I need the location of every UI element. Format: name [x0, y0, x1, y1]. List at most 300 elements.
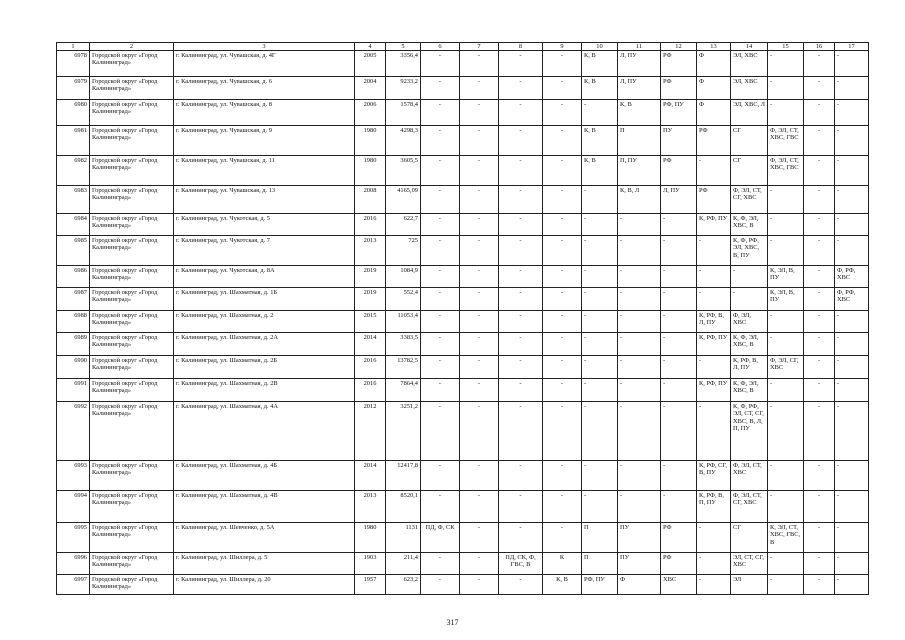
cell-c7: - — [460, 126, 499, 156]
cell-c11: ПУ — [618, 523, 661, 553]
cell-year: 1980 — [355, 126, 386, 156]
cell-c16: - — [804, 491, 835, 523]
cell-c11: К, В — [618, 100, 661, 126]
cell-id: 6992 — [57, 402, 90, 461]
cell-c16: - — [804, 523, 835, 553]
cell-c6: - — [421, 379, 460, 402]
cell-c12: - — [661, 461, 697, 491]
cell-c14: К, Ф, ЭЛ, ХВС, В — [731, 379, 768, 402]
cell-c15: - — [768, 77, 804, 100]
cell-owner: Городской округ «Город Калининград» — [90, 311, 174, 333]
column-number-16: 16 — [804, 43, 835, 51]
cell-c14: СГ — [731, 156, 768, 186]
cell-year: 2012 — [355, 402, 386, 461]
cell-c13: - — [697, 356, 731, 379]
cell-c11: Ф — [618, 575, 661, 595]
cell-c17: - — [835, 186, 869, 214]
cell-c6: - — [421, 266, 460, 288]
cell-c6: - — [421, 186, 460, 214]
cell-c7: - — [460, 288, 499, 311]
cell-address: г. Калининград, ул. Шиллера, д. 5 — [174, 553, 355, 575]
cell-c17: - — [835, 575, 869, 595]
cell-c7: - — [460, 214, 499, 236]
cell-c12: РФ — [661, 523, 697, 553]
cell-owner: Городской округ «Город Калининград» — [90, 461, 174, 491]
cell-c15: - — [768, 491, 804, 523]
cell-id: 6993 — [57, 461, 90, 491]
cell-id: 6988 — [57, 311, 90, 333]
cell-c10: П — [582, 553, 618, 575]
cell-c14: ЭЛ — [731, 575, 768, 595]
cell-c8: - — [499, 379, 543, 402]
cell-c12: РФ — [661, 51, 697, 77]
table-row — [57, 523, 869, 553]
cell-c13: К, РФ, ПУ — [697, 379, 731, 402]
cell-id: 6982 — [57, 156, 90, 186]
cell-c16: - — [804, 379, 835, 402]
cell-c11: - — [618, 402, 661, 461]
cell-c7: - — [460, 51, 499, 77]
cell-c16: - — [804, 461, 835, 491]
cell-area: 3356,4 — [386, 51, 421, 77]
table-row — [57, 266, 869, 288]
cell-c15: - — [768, 575, 804, 595]
cell-c6: - — [421, 553, 460, 575]
cell-c14: Ф, ЭЛ, СТ, СГ, ХВС — [731, 491, 768, 523]
table-row — [57, 236, 869, 266]
cell-c12: ПУ — [661, 126, 697, 156]
cell-c14: Ф, ЭЛ, ХВС — [731, 311, 768, 333]
cell-year: 1980 — [355, 156, 386, 186]
cell-c13: К, РФ, ПУ — [697, 333, 731, 356]
cell-c16: - — [804, 186, 835, 214]
cell-c16: - — [804, 333, 835, 356]
cell-c10: - — [582, 379, 618, 402]
cell-c9: - — [543, 311, 582, 333]
cell-c12: - — [661, 236, 697, 266]
cell-c15: Ф, ЭЛ, СГ, ХВС — [768, 356, 804, 379]
cell-c11: Л, ПУ — [618, 51, 661, 77]
cell-c12: - — [661, 333, 697, 356]
column-number-4: 4 — [355, 43, 386, 51]
cell-c10: РФ, ПУ — [582, 575, 618, 595]
cell-c15: Ф, ЭЛ, СТ, ХВС, ГВС — [768, 156, 804, 186]
cell-owner: Городской округ «Город Калининград» — [90, 236, 174, 266]
cell-c15: К, ЭЛ, В, ПУ — [768, 288, 804, 311]
cell-address: г. Калининград, ул. Шахматная, д. 1Б — [174, 288, 355, 311]
cell-c12: - — [661, 356, 697, 379]
cell-c6: - — [421, 77, 460, 100]
cell-c14: - — [731, 288, 768, 311]
cell-c6: - — [421, 100, 460, 126]
cell-c16: - — [804, 356, 835, 379]
cell-c12: ХВС — [661, 575, 697, 595]
cell-c14: ЭЛ, ХВС — [731, 77, 768, 100]
cell-address: г. Калининград, ул. Чувашская, д. 11 — [174, 156, 355, 186]
cell-c9: - — [543, 402, 582, 461]
cell-c16: - — [804, 402, 835, 461]
cell-c16: - — [804, 214, 835, 236]
cell-c7: - — [460, 461, 499, 491]
cell-area: 552,4 — [386, 288, 421, 311]
cell-c7: - — [460, 523, 499, 553]
cell-address: г. Калининград, ул. Шахматная, д. 4А — [174, 402, 355, 461]
cell-c12: - — [661, 379, 697, 402]
cell-c13: - — [697, 288, 731, 311]
cell-year: 2016 — [355, 356, 386, 379]
cell-c9: - — [543, 288, 582, 311]
cell-c17: - — [835, 402, 869, 461]
cell-address: г. Калининград, ул. Чукотская, д. 8А — [174, 266, 355, 288]
cell-c14: К, Ф, РФ, ЭЛ, ХВС, В, ПУ — [731, 236, 768, 266]
cell-c7: - — [460, 333, 499, 356]
column-number-6: 6 — [421, 43, 460, 51]
cell-c6: - — [421, 461, 460, 491]
cell-c11: - — [618, 491, 661, 523]
cell-id: 6981 — [57, 126, 90, 156]
cell-c11: - — [618, 311, 661, 333]
cell-id: 6996 — [57, 553, 90, 575]
cell-address: г. Калининград, ул. Шевченко, д. 5А — [174, 523, 355, 553]
cell-c13: - — [697, 236, 731, 266]
column-number-11: 11 — [618, 43, 661, 51]
cell-c7: - — [460, 266, 499, 288]
table-row — [57, 100, 869, 126]
cell-c6: - — [421, 236, 460, 266]
cell-id: 6985 — [57, 236, 90, 266]
cell-c17: Ф, РФ, ХВС — [835, 288, 869, 311]
cell-id: 6978 — [57, 51, 90, 77]
cell-c6: - — [421, 402, 460, 461]
cell-c7: - — [460, 100, 499, 126]
cell-c14: К, Ф, РФ, ЭЛ, СТ, СГ, ХВС, В, Л, П, ПУ — [731, 402, 768, 461]
cell-c8: - — [499, 461, 543, 491]
cell-c16: - — [804, 126, 835, 156]
cell-c7: - — [460, 402, 499, 461]
cell-c10: - — [582, 288, 618, 311]
cell-c16: - — [804, 553, 835, 575]
cell-year: 2013 — [355, 491, 386, 523]
cell-c10: - — [582, 266, 618, 288]
cell-c8: - — [499, 214, 543, 236]
cell-c10: - — [582, 100, 618, 126]
cell-year: 1957 — [355, 575, 386, 595]
cell-c10: - — [582, 311, 618, 333]
cell-c12: РФ — [661, 553, 697, 575]
column-number-7: 7 — [460, 43, 499, 51]
cell-c14: ЭЛ, СТ, СГ, ХВС — [731, 553, 768, 575]
column-number-14: 14 — [731, 43, 768, 51]
cell-year: 2006 — [355, 100, 386, 126]
cell-address: г. Калининград, ул. Чувашская, д. 6 — [174, 77, 355, 100]
cell-c13: - — [697, 553, 731, 575]
cell-address: г. Калининград, ул. Шиллера, д. 20 — [174, 575, 355, 595]
cell-c6: - — [421, 333, 460, 356]
cell-c10: К, В — [582, 51, 618, 77]
cell-c6: - — [421, 214, 460, 236]
cell-address: г. Калининград, ул. Шахматная, д. 4Б — [174, 461, 355, 491]
cell-c14: СГ — [731, 523, 768, 553]
table-row — [57, 553, 869, 575]
table-row — [57, 402, 869, 461]
cell-c9: - — [543, 77, 582, 100]
cell-c9: - — [543, 491, 582, 523]
column-number-17: 17 — [835, 43, 869, 51]
cell-area: 3605,5 — [386, 156, 421, 186]
cell-c7: - — [460, 236, 499, 266]
cell-area: 622,7 — [386, 214, 421, 236]
cell-year: 2013 — [355, 236, 386, 266]
cell-c15: - — [768, 214, 804, 236]
cell-c17: - — [835, 333, 869, 356]
cell-c13: Ф — [697, 100, 731, 126]
cell-c10: - — [582, 236, 618, 266]
column-number-15: 15 — [768, 43, 804, 51]
cell-c9: К, В — [543, 575, 582, 595]
cell-id: 6979 — [57, 77, 90, 100]
cell-c6: ПД, Ф, СК — [421, 523, 460, 553]
cell-c6: - — [421, 156, 460, 186]
cell-area: 3383,5 — [386, 333, 421, 356]
cell-c10: - — [582, 491, 618, 523]
cell-c16: - — [804, 100, 835, 126]
cell-c11: - — [618, 266, 661, 288]
cell-c7: - — [460, 356, 499, 379]
cell-owner: Городской округ «Город Калининград» — [90, 575, 174, 595]
page-number: 317 — [446, 618, 459, 627]
cell-year: 2016 — [355, 214, 386, 236]
table-row — [57, 126, 869, 156]
cell-c13: - — [697, 575, 731, 595]
cell-area: 1578,4 — [386, 100, 421, 126]
cell-c16: - — [804, 156, 835, 186]
cell-c12: - — [661, 214, 697, 236]
cell-c16: - — [804, 266, 835, 288]
cell-owner: Городской округ «Город Калининград» — [90, 523, 174, 553]
cell-c13: К, РФ, В, Л, ПУ — [697, 311, 731, 333]
cell-c13: - — [697, 523, 731, 553]
cell-c8: - — [499, 523, 543, 553]
cell-c15: - — [768, 379, 804, 402]
cell-area: 3251,2 — [386, 402, 421, 461]
cell-c7: - — [460, 311, 499, 333]
cell-c16: - — [804, 51, 835, 77]
cell-c10: К, В — [582, 77, 618, 100]
cell-c9: К — [543, 553, 582, 575]
cell-c13: К, РФ, В, П, ПУ — [697, 491, 731, 523]
cell-c14: К, Ф, ЭЛ, ХВС, В — [731, 214, 768, 236]
cell-id: 6986 — [57, 266, 90, 288]
cell-c10: - — [582, 402, 618, 461]
cell-address: г. Калининград, ул. Чувашская, д. 9 — [174, 126, 355, 156]
cell-area: 725 — [386, 236, 421, 266]
cell-c11: - — [618, 214, 661, 236]
cell-c8: - — [499, 575, 543, 595]
cell-c8: - — [499, 186, 543, 214]
cell-year: 2015 — [355, 311, 386, 333]
cell-address: г. Калининград, ул. Чувашская, д. 13 — [174, 186, 355, 214]
cell-c13: РФ — [697, 126, 731, 156]
table-row — [57, 333, 869, 356]
cell-owner: Городской округ «Город Калининград» — [90, 214, 174, 236]
cell-c17: Ф, РФ, ХВС — [835, 266, 869, 288]
cell-c11: - — [618, 288, 661, 311]
cell-c12: - — [661, 402, 697, 461]
cell-c16: - — [804, 77, 835, 100]
cell-c6: - — [421, 126, 460, 156]
cell-area: 13782,5 — [386, 356, 421, 379]
cell-owner: Городской округ «Город Калининград» — [90, 402, 174, 461]
cell-c10: - — [582, 186, 618, 214]
cell-c16: - — [804, 236, 835, 266]
cell-c8: - — [499, 236, 543, 266]
cell-c17: - — [835, 523, 869, 553]
cell-c10: - — [582, 461, 618, 491]
cell-c8: - — [499, 311, 543, 333]
cell-c9: - — [543, 156, 582, 186]
table-row — [57, 156, 869, 186]
cell-c9: - — [543, 333, 582, 356]
cell-c16: - — [804, 575, 835, 595]
cell-c11: - — [618, 461, 661, 491]
cell-c15: - — [768, 553, 804, 575]
cell-area: 1131 — [386, 523, 421, 553]
cell-c14: ЭЛ, ХВС — [731, 51, 768, 77]
cell-c12: РФ — [661, 77, 697, 100]
cell-area: 4298,3 — [386, 126, 421, 156]
cell-c14: Ф, ЭЛ, СТ, СГ, ХВС — [731, 186, 768, 214]
table-row — [57, 575, 869, 595]
cell-year: 2014 — [355, 461, 386, 491]
cell-c14: СГ — [731, 126, 768, 156]
cell-year: 2014 — [355, 333, 386, 356]
cell-c7: - — [460, 491, 499, 523]
cell-c8: - — [499, 77, 543, 100]
cell-c10: - — [582, 333, 618, 356]
cell-c8: ПД, СК, Ф, ГВС, В — [499, 553, 543, 575]
cell-c10: - — [582, 356, 618, 379]
cell-c7: - — [460, 186, 499, 214]
table-row — [57, 311, 869, 333]
column-number-5: 5 — [386, 43, 421, 51]
cell-c10: - — [582, 214, 618, 236]
cell-c9: - — [543, 100, 582, 126]
cell-c17: - — [835, 311, 869, 333]
cell-c9: - — [543, 523, 582, 553]
cell-c8: - — [499, 100, 543, 126]
cell-address: г. Калининград, ул. Шахматная, д. 2Б — [174, 356, 355, 379]
cell-area: 7864,4 — [386, 379, 421, 402]
cell-owner: Городской округ «Город Калининград» — [90, 126, 174, 156]
cell-c13: - — [697, 156, 731, 186]
cell-c9: - — [543, 379, 582, 402]
cell-c8: - — [499, 156, 543, 186]
cell-c9: - — [543, 51, 582, 77]
cell-id: 6987 — [57, 288, 90, 311]
cell-c14: - — [731, 266, 768, 288]
cell-area: 1084,9 — [386, 266, 421, 288]
cell-c12: РФ — [661, 156, 697, 186]
cell-year: 1980 — [355, 523, 386, 553]
cell-c9: - — [543, 214, 582, 236]
cell-c8: - — [499, 356, 543, 379]
table-row — [57, 356, 869, 379]
cell-c15: К, ЭЛ, СТ, ХВС, ГВС, В — [768, 523, 804, 553]
table-body — [57, 51, 869, 595]
column-number-12: 12 — [661, 43, 697, 51]
table-row — [57, 379, 869, 402]
cell-c15: - — [768, 186, 804, 214]
registry-sheet — [56, 42, 868, 595]
cell-address: г. Калининград, ул. Шахматная, д. 2В — [174, 379, 355, 402]
cell-c11: - — [618, 236, 661, 266]
cell-c17: - — [835, 77, 869, 100]
cell-c8: - — [499, 288, 543, 311]
cell-c13: - — [697, 402, 731, 461]
cell-c17: - — [835, 356, 869, 379]
cell-area: 8520,1 — [386, 491, 421, 523]
cell-area: 9233,2 — [386, 77, 421, 100]
cell-c13: - — [697, 266, 731, 288]
cell-c7: - — [460, 379, 499, 402]
cell-c15: - — [768, 461, 804, 491]
cell-c16: - — [804, 288, 835, 311]
cell-year: 2005 — [355, 51, 386, 77]
cell-c8: - — [499, 402, 543, 461]
cell-c13: Ф — [697, 51, 731, 77]
cell-owner: Городской округ «Город Калининград» — [90, 491, 174, 523]
cell-year: 2008 — [355, 186, 386, 214]
cell-c11: - — [618, 356, 661, 379]
cell-c17: - — [835, 491, 869, 523]
cell-c12: - — [661, 288, 697, 311]
cell-c9: - — [543, 126, 582, 156]
cell-year: 1903 — [355, 553, 386, 575]
cell-owner: Городской округ «Город Калининград» — [90, 51, 174, 77]
cell-c8: - — [499, 51, 543, 77]
cell-owner: Городской округ «Город Калининград» — [90, 186, 174, 214]
cell-c15: - — [768, 51, 804, 77]
cell-c12: - — [661, 311, 697, 333]
cell-c14: К, Ф, ЭЛ, ХВС, В — [731, 333, 768, 356]
cell-c17: - — [835, 553, 869, 575]
table-row — [57, 214, 869, 236]
cell-id: 6991 — [57, 379, 90, 402]
cell-c17: - — [835, 236, 869, 266]
cell-c15: К, ЭЛ, В, ПУ — [768, 266, 804, 288]
cell-c14: ЭЛ, ХВС, Л — [731, 100, 768, 126]
cell-c6: - — [421, 288, 460, 311]
cell-c8: - — [499, 333, 543, 356]
cell-c14: К, РФ, В, Л, ПУ — [731, 356, 768, 379]
cell-c12: - — [661, 491, 697, 523]
cell-area: 11053,4 — [386, 311, 421, 333]
cell-owner: Городской округ «Город Калининград» — [90, 100, 174, 126]
cell-owner: Городской округ «Город Калининград» — [90, 288, 174, 311]
cell-c11: Л, ПУ — [618, 77, 661, 100]
cell-owner: Городской округ «Город Калининград» — [90, 356, 174, 379]
cell-c17: - — [835, 156, 869, 186]
cell-owner: Городской округ «Город Калининград» — [90, 77, 174, 100]
cell-id: 6995 — [57, 523, 90, 553]
cell-address: г. Калининград, ул. Чукотская, д. 5 — [174, 214, 355, 236]
cell-c10: К, В — [582, 126, 618, 156]
cell-c12: - — [661, 266, 697, 288]
cell-c8: - — [499, 126, 543, 156]
cell-year: 2019 — [355, 266, 386, 288]
cell-address: г. Калининград, ул. Чувашская, д. 8 — [174, 100, 355, 126]
column-number-row — [57, 43, 869, 51]
